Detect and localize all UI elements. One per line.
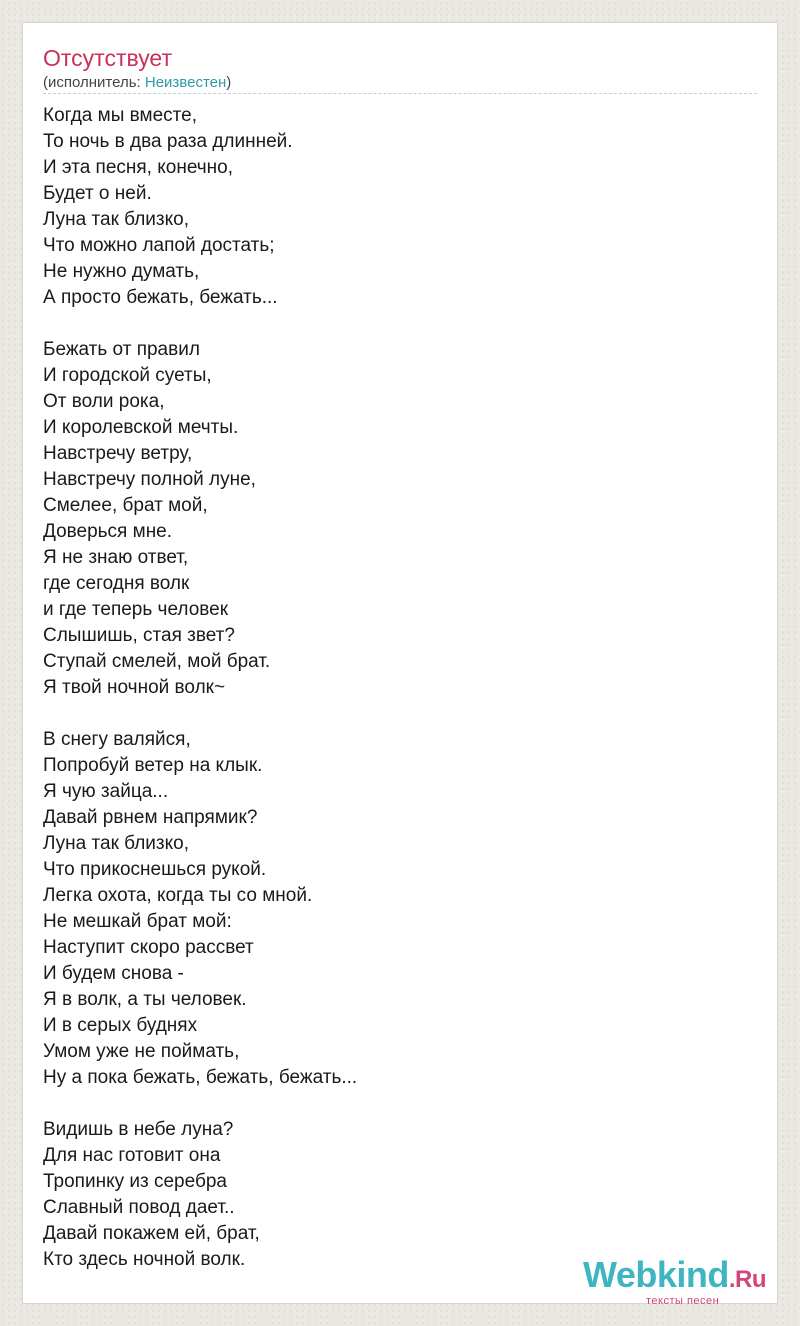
logo-wordmark (583, 1255, 766, 1300)
lyrics-stanza (43, 103, 743, 311)
lyric-line: Легка охота, когда ты со мной. (43, 885, 313, 906)
lyric-line: Славный повод дает.. (43, 1197, 235, 1218)
logo-word: Webkind (583, 1254, 729, 1295)
lyric-line: Не нужно думать, (43, 261, 200, 282)
lyric-line: Ну а пока бежать, бежать, бежать... (43, 1067, 358, 1088)
title-divider (43, 93, 757, 94)
lyric-line: Я чую зайца... (43, 781, 169, 802)
lyric-line: Видишь в небе луна? (43, 1119, 234, 1140)
lyric-line: А просто бежать, бежать... (43, 287, 278, 308)
lyric-line: Я твой ночной волк~ (43, 677, 226, 698)
lyric-line: Я не знаю ответ, (43, 547, 189, 568)
lyric-line: Навстречу полной луне, (43, 469, 256, 490)
lyric-line: Что прикоснешься рукой. (43, 859, 267, 880)
lyric-line: Когда мы вместе, (43, 105, 197, 126)
lyrics-stanza (43, 1117, 743, 1273)
lyric-line: Слышишь, стая звет? (43, 625, 235, 646)
lyric-line: Попробуй ветер на клык. (43, 755, 263, 776)
lyric-line: В снегу валяйся, (43, 729, 191, 750)
lyric-line: Для нас готовит она (43, 1145, 221, 1166)
lyric-line: И эта песня, конечно, (43, 157, 233, 178)
lyric-line: Доверься мне. (43, 521, 173, 542)
lyric-line: От воли рока, (43, 391, 165, 412)
lyric-line: Тропинку из серебра (43, 1171, 227, 1192)
song-meta (43, 73, 231, 93)
lyric-line: и где теперь человек (43, 599, 229, 620)
lyric-line: И в серых буднях (43, 1015, 198, 1036)
lyric-line: Будет о ней. (43, 183, 152, 204)
lyric-line: То ночь в два раза длинней. (43, 131, 293, 152)
artist-link[interactable]: Неизвестен (144, 74, 227, 91)
lyric-line: И будем снова - (43, 963, 184, 984)
lyric-line: Луна так близко, (43, 209, 189, 230)
lyric-line: Я в волк, а ты человек. (43, 989, 247, 1010)
lyric-line: Наступит скоро рассвет (43, 937, 254, 958)
lyric-line: Бежать от правил (43, 339, 200, 360)
logo-subtitle: тексты песен (646, 1295, 720, 1307)
lyrics-card (22, 22, 778, 1307)
lyrics-text (43, 103, 743, 1299)
lyric-line: Не мешкай брат мой: (43, 911, 232, 932)
lyric-line: Ступай смелей, мой брат. (43, 651, 271, 672)
lyrics-stanza (43, 337, 743, 701)
logo-tld: .Ru (728, 1266, 767, 1293)
lyric-line: Смелее, брат мой, (43, 495, 208, 516)
lyric-line: Давай рвнем напрямик? (43, 807, 258, 828)
lyric-line: Луна так близко, (43, 833, 189, 854)
lyric-line: Кто здесь ночной волк. (43, 1249, 246, 1270)
lyric-line: Давай покажем ей, брат, (43, 1223, 260, 1244)
site-logo[interactable] (583, 1255, 783, 1311)
lyric-line: И городской суеты, (43, 365, 212, 386)
meta-suffix: ) (226, 74, 232, 91)
lyric-line: Что можно лапой достать; (43, 235, 275, 256)
lyric-line: Умом уже не поймать, (43, 1041, 240, 1062)
meta-prefix: (исполнитель: (43, 74, 145, 91)
lyrics-stanza (43, 727, 743, 1091)
lyric-line: И королевской мечты. (43, 417, 239, 438)
lyric-line: Навстречу ветру, (43, 443, 193, 464)
lyric-line: где сегодня волк (43, 573, 190, 594)
song-title: Отсутствует (43, 45, 172, 71)
